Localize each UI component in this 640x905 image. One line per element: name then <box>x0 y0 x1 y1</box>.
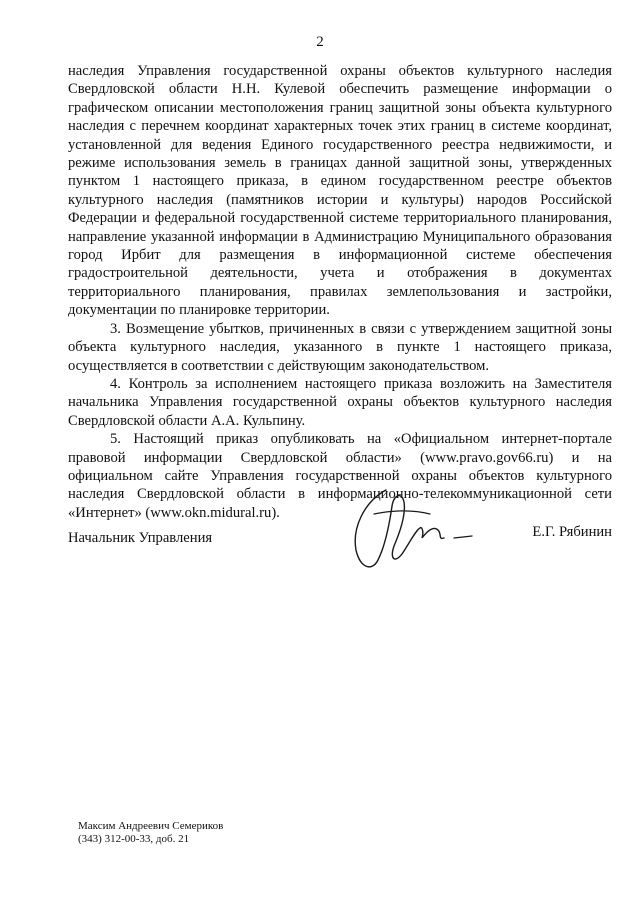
paragraph-item-3: 3. Возмещение убытков, причиненных в связи с утверждением защитной зоны объекта культурного наследия, указанного в пункте 1 настоящего приказа, осуществляется в соответствии с действующим законодательством. <box>68 320 612 374</box>
paragraph-item-5: 5. Настоящий приказ опубликовать на «Официальном интернет-портале правовой информации Свердловской области» (www.pravo.gov66.ru) и на официальном сайте Управления государственной охраны объектов культурного наследия Свердловской области в информационно-телекоммуникационной сети «Интернет» (www.okn.midural.ru). <box>68 431 612 521</box>
contact-phone: (343) 312-00-33, доб. 21 <box>78 833 190 845</box>
signer-position: Начальник Управления <box>68 530 213 546</box>
paragraph-item-4: 4. Контроль за исполнением настоящего приказа возложить на Заместителя начальника Управления государственной охраны объектов культурного наследия Свердловской области А.А. Кульпину. <box>68 375 612 429</box>
contact-person: Максим Андреевич Семериков <box>78 820 224 832</box>
signer-name: Е.Г. Рябинин <box>532 524 612 540</box>
paragraph-continuation: наследия Управления государственной охраны объектов культурного наследия Свердловской области Н.Н. Кулевой обеспечить размещение информации о графическом описании местоположения границ защитной зоны объекта культурного наследия с перечнем координат характерных точек этих границ в системе координат, установленной для ведения Единого государственного реестра недвижимости, и режиме использования земель в границах данной защитной зоны, утвержденных пунктом 1 настоящего приказа, в едином государственном реестре объектов культурного наследия (памятников истории и культуры) народов Российской Федерации и федеральной государственной системе территориального планирования, направление указанной информации в Администрацию Муниципального образования город Ирбит для размещения в информационной системе обеспечения градостроительной деятельности, учета и отображения в документах территориального планирования, правилах землепользования и застройки, документации по планировке территории. <box>68 63 612 319</box>
document-body <box>68 62 612 522</box>
contact-info <box>78 820 223 846</box>
page-number: 2 <box>316 34 324 50</box>
signature-block <box>68 524 612 550</box>
